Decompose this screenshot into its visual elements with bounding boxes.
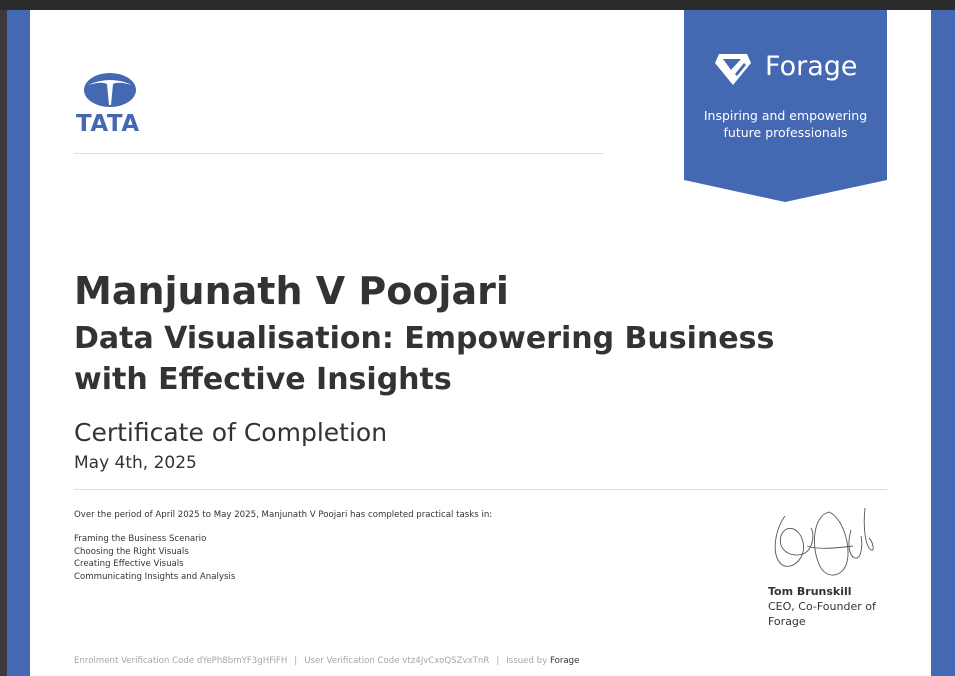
signatory-name: Tom Brunskill [768,585,852,598]
signatory-role: CEO, Co-Founder of Forage [768,600,876,628]
certificate-page [7,10,955,676]
forage-wordmark: Forage [765,51,858,82]
verification-footer [74,655,579,667]
issued-by-label: Issued by [506,656,548,666]
handwritten-signature-icon [767,506,877,584]
middle-divider [74,489,887,490]
tagline-line-1: Inspiring and empowering [703,108,868,123]
forage-logo-icon [713,50,753,86]
left-accent-band [7,10,30,676]
task-item: Communicating Insights and Analysis [74,571,236,582]
right-accent-band [931,10,955,676]
task-item: Creating Effective Visuals [74,559,184,569]
task-item: Framing the Business Scenario [74,534,207,544]
issued-by-name: Forage [549,656,580,666]
user-verification-code: User Verification Code vtz4JvCxoQSZvxTnR [304,656,490,666]
top-divider [74,153,604,154]
course-title: Data Visualisation: Empowering Business with Effective Insights [74,321,775,397]
viewer-top-bar [0,0,955,10]
footer-separator: | [496,656,500,666]
enrolment-verification-code: Enrolment Verification Code dYePh8bmYF3gHFiFH [74,656,288,666]
footer-separator: | [294,656,298,666]
tata-wordmark: TATA [76,111,140,137]
period-statement: Over the period of April 2025 to May 2025, Manjunath V Poojari has completed practical tasks in: [74,510,493,520]
recipient-name: Manjunath V Poojari [74,269,509,313]
ribbon-tagline [689,107,882,141]
certificate-date: May 4th, 2025 [74,453,197,473]
certificate-title: Certificate of Completion [74,418,388,447]
tagline-line-2: future professionals [723,125,848,140]
task-list [74,533,235,583]
task-item: Choosing the Right Visuals [74,546,189,557]
